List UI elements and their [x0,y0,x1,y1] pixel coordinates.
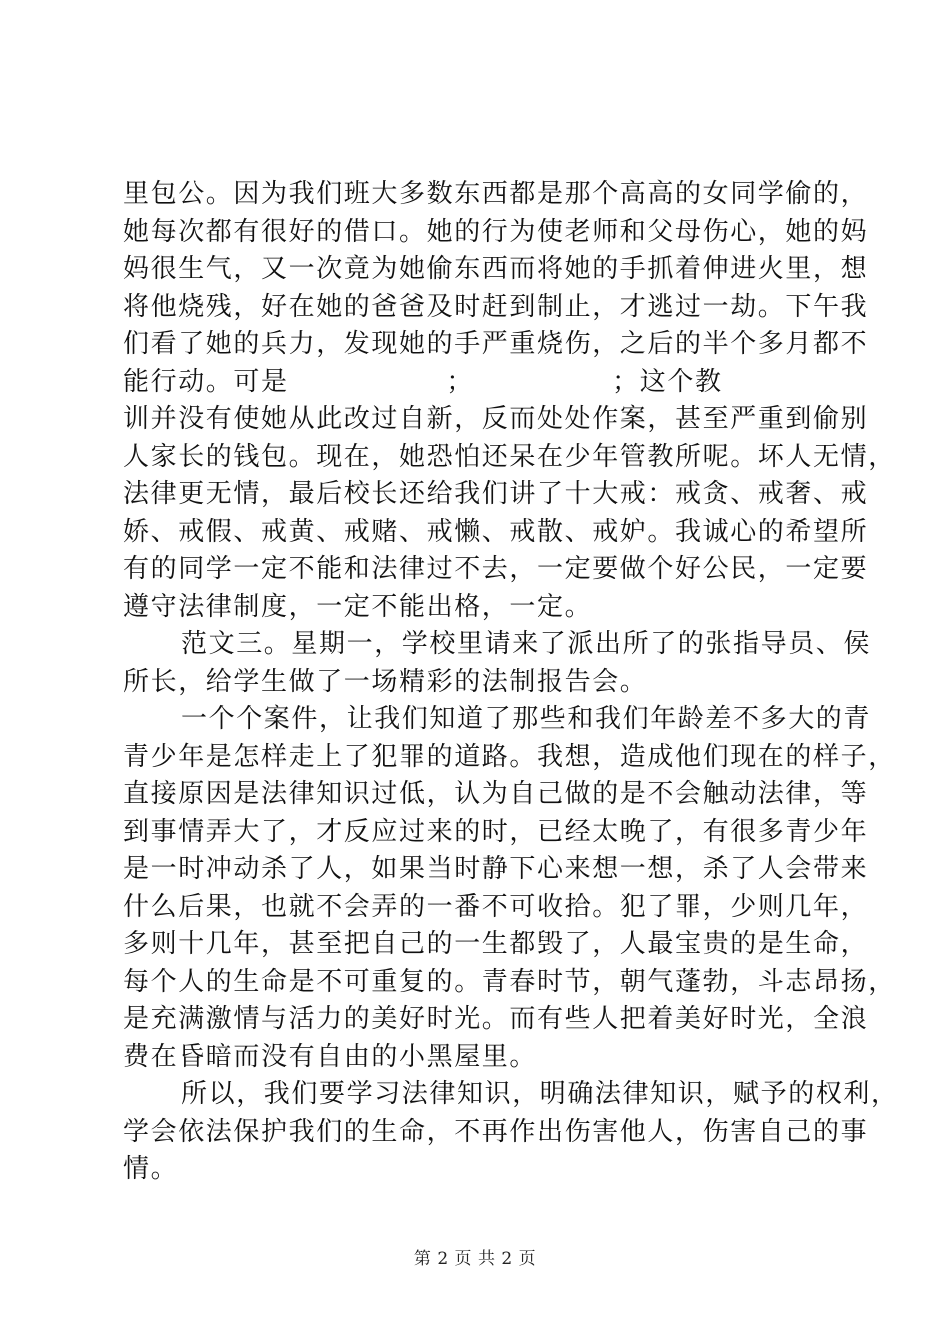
text-line: 能行动。可是 ； ；这个教 [123,366,723,397]
text-line: 每个人的生命是不可重复的。青春时节，朝气蓬勃，斗志昂扬， [123,966,896,997]
text-line: 直接原因是法律知识过低，认为自己做的是不会触动法律，等 [123,779,869,809]
paragraph-start-line: 范文三。星期一，学校里请来了派出所了的张指导员、侯 [181,629,872,659]
paragraph-start-line: 一个个案件，让我们知道了那些和我们年龄差不多大的青 [181,704,872,734]
paragraph-start-line: 所以，我们要学习法律知识，明确法律知识，赋予的权利， [181,1079,899,1109]
text-line: 们看了她的兵力，发现她的手严重烧伤，之后的半个多月都不 [123,329,869,359]
text-line: 什么后果，也就不会弄的一番不可收拾。犯了罪，少则几年， [123,891,869,922]
text-line: 学会依法保护我们的生命，不再作出伤害他人，伤害自己的事 [123,1116,869,1147]
text-line: 所长，给学生做了一场精彩的法制报告会。 [123,666,648,697]
text-line: 青少年是怎样走上了犯罪的道路。我想，造成他们现在的样子， [123,741,896,772]
text-line: 是充满激情与活力的美好时光。而有些人把着美好时光，全浪 [123,1004,869,1034]
text-line: 费在昏暗而没有自由的小黑屋里。 [123,1041,538,1072]
text-line: 里包公。因为我们班大多数东西都是那个高高的女同学偷的， [123,179,869,209]
text-line: 训并没有使她从此改过自新，反而处处作案，甚至严重到偷别 [123,404,869,434]
text-line: 情。 [123,1154,179,1184]
text-line: 她每次都有很好的借口。她的行为使老师和父母伤心，她的妈 [123,216,869,247]
page-footer [0,1244,950,1269]
text-line: 有的同学一定不能和法律过不去，一定要做个好公民，一定要 [123,554,869,584]
text-line: 将他烧残，好在她的爸爸及时赶到制止，才逃过一劫。下午我 [123,291,869,322]
text-line: 到事情弄大了，才反应过来的时，已经太晚了，有很多青少年 [123,816,869,847]
text-line: 是一时冲动杀了人，如果当时静下心来想一想，杀了人会带来 [123,854,869,884]
body-text [123,176,899,1189]
text-line: 法律更无情，最后校长还给我们讲了十大戒：戒贪、戒奢、戒 [123,479,869,509]
text-line: 遵守法律制度，一定不能出格，一定。 [123,591,593,622]
text-line: 妈很生气，又一次竟为她偷东西而将她的手抓着伸进火里，想 [123,254,869,284]
text-line: 人家长的钱包。现在，她恐怕还呆在少年管教所呢。坏人无情， [123,441,896,472]
text-line: 多则十几年，甚至把自己的一生都毁了，人最宝贵的是生命， [123,929,869,959]
page-number: 第 2 页 共 2 页 [413,1249,537,1269]
text-line: 娇、戒假、戒黄、戒赌、戒懒、戒散、戒妒。我诚心的希望所 [123,516,869,547]
